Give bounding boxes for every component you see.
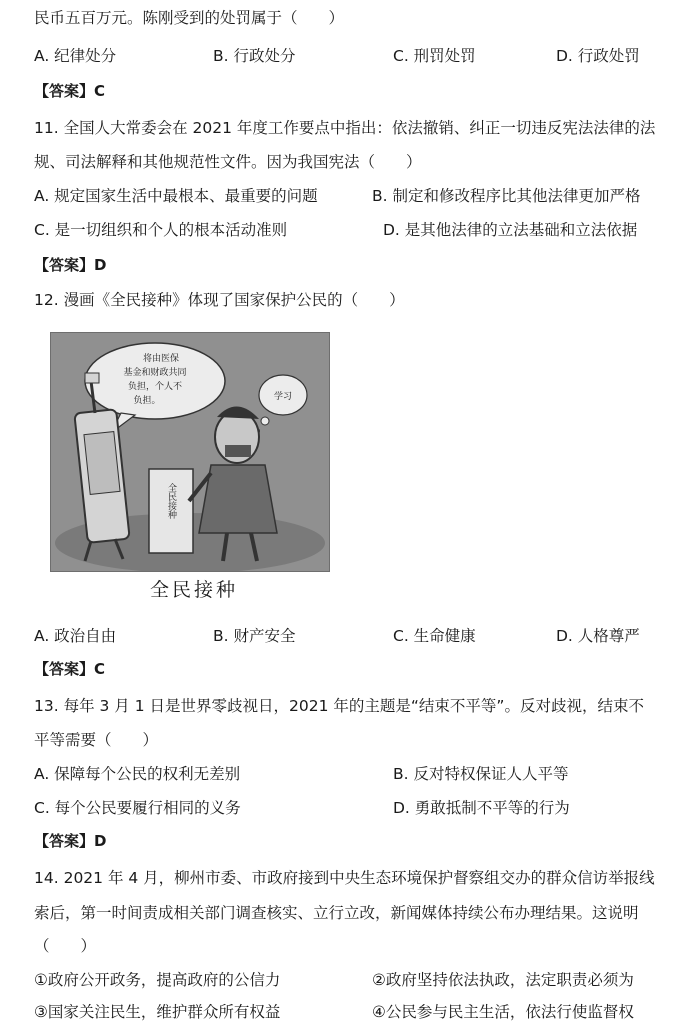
speech-line-4: 负担。 bbox=[133, 396, 161, 406]
q14-choice-1: ①政府公开政务，提高政府的公信力 bbox=[34, 971, 281, 989]
q11-answer: 【答案】D bbox=[34, 256, 107, 274]
speech-line-1: 将由医保 bbox=[142, 354, 180, 364]
q14-choice-2: ②政府坚持依法执政，法定职责必须为 bbox=[372, 971, 634, 989]
q11-stem-line-1: 11. 全国人大常委会在 2021 年度工作要点中指出：依法撤销、纠正一切违反宪法法律的法 bbox=[34, 119, 656, 137]
q14-choice-4: ④公民参与民主生活，依法行使监督权 bbox=[372, 1003, 634, 1021]
q13-option-a: A. 保障每个公民的权利无差别 bbox=[34, 765, 241, 783]
q13-answer: 【答案】D bbox=[34, 832, 107, 850]
q11-option-b: B. 制定和修改程序比其他法律更加严格 bbox=[372, 187, 641, 205]
thought-text: 学习 bbox=[273, 392, 293, 402]
q10-option-b: B. 行政处分 bbox=[213, 47, 296, 65]
q12-option-c: C. 生命健康 bbox=[393, 627, 476, 645]
q11-stem-line-2: 规、司法解释和其他规范性文件。因为我国宪法（ ） bbox=[34, 153, 422, 171]
q13-stem-line-1: 13. 每年 3 月 1 日是世界零歧视日，2021 年的主题是“结束不平等”。反对歧视，结束不 bbox=[34, 697, 644, 715]
cartoon-caption: 全民接种 bbox=[150, 579, 239, 601]
question-10-stem-end: 民币五百万元。陈刚受到的处罚属于（ ） bbox=[34, 9, 345, 27]
q14-stem-line-3: （ ） bbox=[34, 937, 97, 955]
speech-line-3: 负担，个人不 bbox=[127, 382, 183, 392]
q12-option-b: B. 财产安全 bbox=[213, 627, 296, 645]
q10-answer: 【答案】C bbox=[34, 82, 106, 100]
q10-option-c: C. 刑罚处罚 bbox=[393, 47, 476, 65]
q13-option-b: B. 反对特权保证人人平等 bbox=[393, 765, 569, 783]
sign-text: 全民接种 bbox=[166, 483, 176, 519]
q11-option-d: D. 是其他法律的立法基础和立法依据 bbox=[383, 221, 638, 239]
q12-option-a: A. 政治自由 bbox=[34, 627, 117, 645]
q13-stem-line-2: 平等需要（ ） bbox=[34, 731, 159, 749]
q10-option-a: A. 纪律处分 bbox=[34, 47, 117, 65]
q11-option-c: C. 是一切组织和个人的根本活动准则 bbox=[34, 221, 288, 239]
q11-option-a: A. 规定国家生活中最根本、最重要的问题 bbox=[34, 187, 318, 205]
q12-answer: 【答案】C bbox=[34, 660, 106, 678]
q12-option-d: D. 人格尊严 bbox=[556, 627, 640, 645]
q14-stem-line-2: 索后，第一时间责成相关部门调查核实、立行立改，新闻媒体持续公布办理结果。这说明 bbox=[34, 904, 639, 922]
speech-line-2: 基金和财政共同 bbox=[123, 368, 187, 378]
cartoon-drawing bbox=[51, 333, 329, 571]
cartoon-image bbox=[50, 332, 330, 572]
q14-stem-line-1: 14. 2021 年 4 月，柳州市委、市政府接到中央生态环境保护督察组交办的群众信访举报线 bbox=[34, 869, 655, 887]
q10-option-d: D. 行政处罚 bbox=[556, 47, 640, 65]
q13-option-c: C. 每个公民要履行相同的义务 bbox=[34, 799, 241, 817]
q12-stem: 12. 漫画《全民接种》体现了国家保护公民的（ ） bbox=[34, 291, 405, 309]
q13-option-d: D. 勇敢抵制不平等的行为 bbox=[393, 799, 570, 817]
q14-choice-3: ③国家关注民生，维护群众所有权益 bbox=[34, 1003, 281, 1021]
